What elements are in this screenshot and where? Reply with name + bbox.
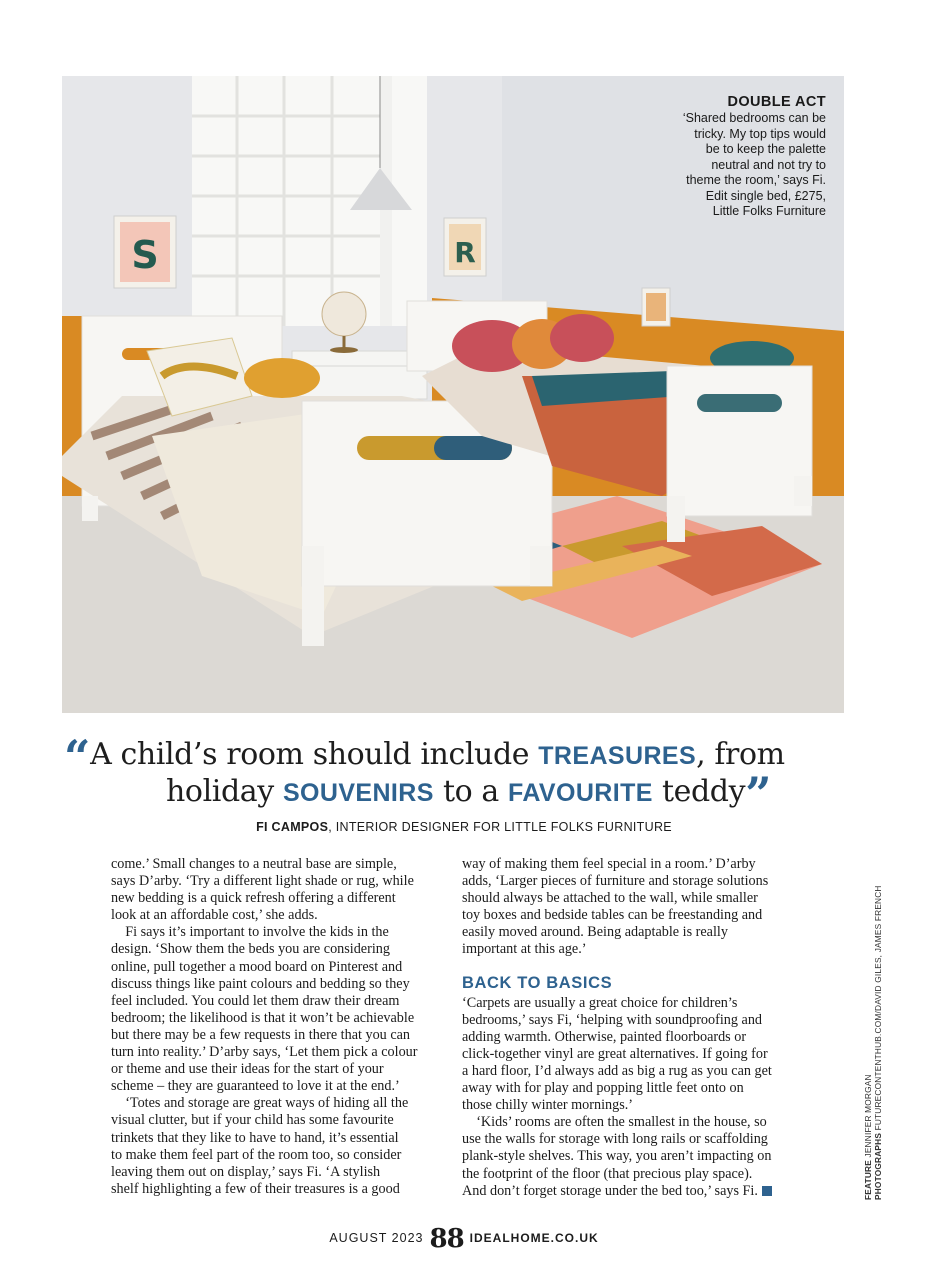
credit-feature-label: FEATURE <box>863 1160 873 1200</box>
bedroom-illustration <box>62 76 844 713</box>
attribution-name: FI CAMPOS <box>256 820 329 834</box>
pq-highlight-souvenirs: SOUVENIRS <box>282 779 434 807</box>
body-paragraph: Fi says it’s important to involve the kids in the design. ‘Show them the beds you are considering online, pull together a mood board on Pinterest and discuss things like paint colours and bedding so they feel included. You could let them draw their dream bedroom; the likelihood is that it won’t be achievable but there may be a few requests in there that you can turn into reality.’ D’arby says, ‘Let them pick a colour or theme and use their ideas for the start of your scheme – they are guaranteed to love it at the end.’ <box>111 924 418 1095</box>
caption-line: neutral and not try to <box>711 157 826 172</box>
body-paragraph: come.’ Small changes to a neutral base are simple, says D’arby. ‘Try a different light shade or rug, while new bedding is a quick refresh offering a different look at an affordable cost,’ she adds. <box>111 856 414 924</box>
credit-photos-names: FUTURECONTENTHUB.COM/DAVID GILES, JAMES FRENCH <box>872 885 883 1133</box>
credit-photos <box>874 870 884 1200</box>
pq-text: teddy <box>652 774 746 809</box>
subheading-back-to-basics: BACK TO BASICS <box>462 973 613 992</box>
open-quote-mark: “ <box>64 730 91 784</box>
pq-text: holiday <box>166 774 283 809</box>
art-letter-r: R <box>454 236 476 269</box>
page-footer <box>0 1224 928 1254</box>
credit-photos-label: PHOTOGRAPHS <box>872 1132 883 1200</box>
footer-page-number: 88 <box>429 1224 464 1254</box>
close-quote-mark: ” <box>745 767 772 821</box>
caption-line: tricky. My top tips would <box>694 126 826 141</box>
art-letter-s: S <box>131 233 159 277</box>
body-paragraph: way of making them feel special in a room.’ D’arby adds, ‘Larger pieces of furniture and storage solutions should always be attached to the wall, while smaller toy boxes and bedside tables can be freestanding and easily moved around. Being adaptable is really important at this age.’ <box>462 856 769 958</box>
credit-feature-name: JENNIFER MORGAN <box>863 1074 873 1161</box>
caption-line: Little Folks Furniture <box>712 204 826 218</box>
quote-attribution <box>0 820 928 834</box>
body-paragraph-final <box>462 1114 796 1199</box>
art-print-small <box>642 288 670 326</box>
pull-quote-line-1 <box>64 730 785 784</box>
footer-website: IDEALHOME.CO.UK <box>469 1231 599 1245</box>
body-paragraph: ‘Carpets are usually a great choice for children’s bedrooms,’ says Fi, ‘helping with soundproofing and adding warmth. Otherwise, painted floorboards or click-together vinyl are great alternatives. If going for a hard floor, I’d always add as big a rug as you can get away with for play and popping little feet onto on those chilly winter mornings.’ <box>462 994 772 1114</box>
caption-line: ‘Shared bedrooms can be <box>682 111 826 125</box>
photo-caption <box>606 94 826 220</box>
bedroom-photo <box>62 76 844 713</box>
caption-line: Edit single bed, £275, <box>705 188 826 203</box>
pq-text: to a <box>433 774 509 809</box>
end-mark-icon <box>762 1186 772 1196</box>
caption-body <box>606 111 826 220</box>
pq-text: , from <box>696 737 785 772</box>
pq-highlight-favourite: FAVOURITE <box>508 779 653 807</box>
attribution-role: , INTERIOR DESIGNER FOR LITTLE FOLKS FURNITURE <box>328 820 672 834</box>
pq-highlight-treasures: TREASURES <box>538 742 697 770</box>
caption-title: DOUBLE ACT <box>727 94 826 110</box>
footer-issue-date: AUGUST 2023 <box>329 1231 424 1245</box>
article-column-right <box>462 856 796 1200</box>
photo-credits <box>863 870 883 1200</box>
body-paragraph: ‘Totes and storage are great ways of hiding all the visual clutter, but if your child has some favourite trinkets that they like to have to hand, it’s essential to make them feel part of the room too, so consider leaving them out on display,’ says Fi. ‘A stylish shelf highlighting a few of their treasures is a good <box>111 1095 409 1197</box>
article-column-left <box>111 856 443 1198</box>
caption-line: theme the room,’ says Fi. <box>686 173 826 187</box>
pull-quote-line-2 <box>166 767 772 821</box>
final-paragraph-text: ‘Kids’ rooms are often the smallest in the house, so use the walls for storage with long rails or scaffolding plank-style shelves. This way, you aren’t impacting on the footprint of the floor (that precious play space). And don’t forget storage under the bed too,’ says Fi. <box>462 1114 772 1199</box>
caption-line: be to keep the palette <box>705 142 826 156</box>
pq-text: A child’s room should include <box>90 737 539 772</box>
